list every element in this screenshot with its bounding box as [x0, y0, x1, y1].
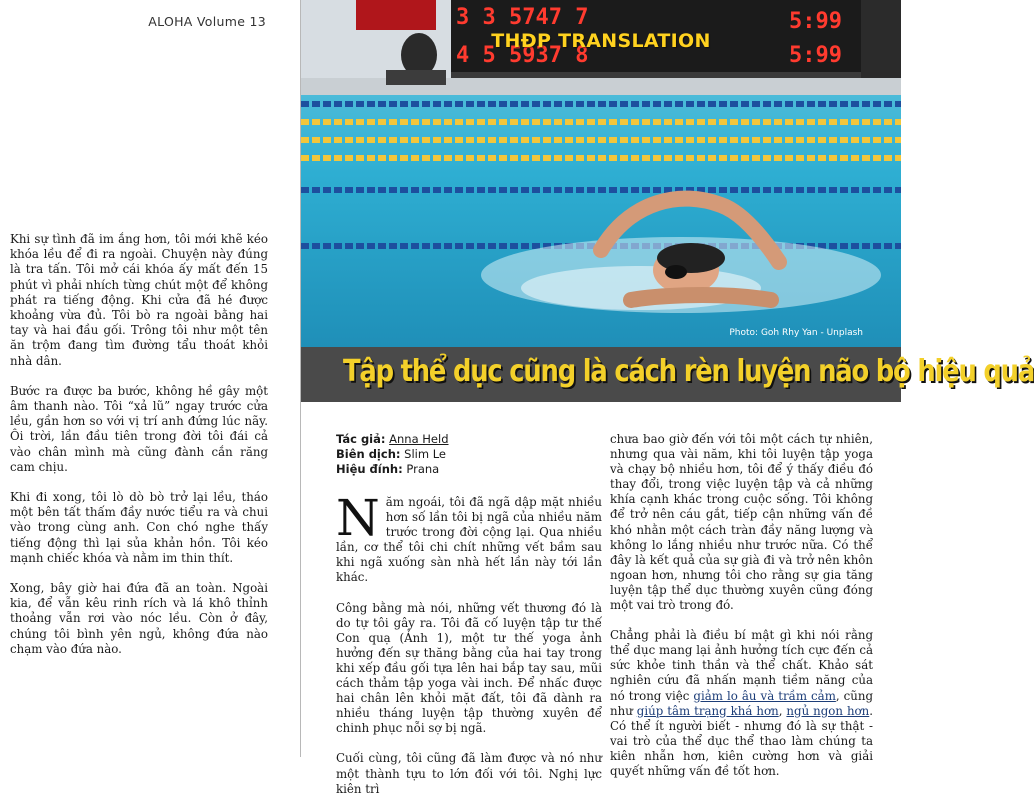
- left-paragraph: Bước ra được ba bước, không hề gây một âm thanh nào. Tôi “xả lũ” ngay trước cửa lều, gần hơn so với vị trí anh đứng lúc nãy. Ôi trời, lần đầu tiên trong đời tôi đái cả vào chân mình mà cũng đành cắn răng cam chịu.: [10, 383, 268, 474]
- article-column-2: [610, 432, 873, 794]
- scoreboard-time: 5:99: [789, 43, 842, 68]
- article-paragraph: chưa bao giờ đến với tôi một cách tự nhiên, nhưng qua vài năm, khi tôi luyện tập yoga và chạy bộ nhiều hơn, tôi để ý thấy điều đó thay đổi, trong việc luyện tập và cả những khía cạnh khác trong cuộc sống. Tôi không để trở nên cáu gắt, tiếp cận những vấn đề khó nhằn một cách tràn đầy năng lượng và không lo lắng nhiều như trước nữa. Có thể đây là kết quả của sự già đi và trở nên khôn ngoan hơn, nhưng tôi cho rằng sự gia tăng luyện tập thể dục thường xuyên cũng đóng một vai trò trong đó.: [610, 432, 873, 613]
- anxiety-link[interactable]: giảm lo âu và trầm cảm: [693, 688, 836, 703]
- left-paragraph: Xong, bây giờ hai đứa đã an toàn. Ngoài kia, để vẫn kêu rinh rích và lá khô thỉnh thoảng vẫn rơi vào nóc lều. Còn ở đây, chúng tôi bình yên ngủ, không đứa nào chạm vào đứa nào.: [10, 581, 268, 656]
- author-label: Tác giả:: [336, 432, 386, 446]
- left-story-text: [10, 232, 268, 672]
- running-head: ALOHA Volume 13: [148, 14, 266, 29]
- paragraph-text: Chẳng phải là điều bí mật gì khi nói rằng thể dục mang lại ảnh hưởng tích cực đến cả sức khỏe tinh thần và thể chất. Khảo sát nghiên cứu đã nhấn mạnh tiềm năng của nó trong việc: [610, 628, 873, 703]
- swimmer-illustration: [301, 0, 901, 347]
- photo-credit: Photo: Goh Rhy Yan - Unplash: [729, 328, 863, 338]
- sleep-link[interactable]: ngủ ngon hơn: [786, 703, 870, 718]
- left-paragraph: Khi sự tình đã im ắng hơn, tôi mới khẽ kéo khóa lều để đi ra ngoài. Chuyện này đúng là tra tấn. Tôi mở cái khóa ấy mất đến 15 phút vì phải nhích từng chút một để không phát ra tiếng động. Khi cửa đã hé được khoảng vừa đủ. Tôi bò ra ngoài bằng hai tay và hai đầu gối. Trông tôi như một tên ăn trộm đang tìm đường tẩu thoát khỏi nhà dân.: [10, 232, 268, 368]
- editor-label: Hiệu đính:: [336, 462, 403, 476]
- translator-name: Slim Le: [404, 447, 446, 461]
- paragraph-text: . Có thể ít người biết - nhưng đó là sự thật - vai trò của thể dục thể thao làm chúng ta kiên nhẫn hơn, kiên cường hơn và giải quyết những vấn đề tốt hơn.: [610, 703, 873, 778]
- scoreboard-row: 4 5 5937 8: [456, 43, 589, 68]
- title-band: [301, 347, 1034, 402]
- article-paragraph: Cuối cùng, tôi cũng đã làm được và nó như một thành tựu to lớn đối với tôi. Nghị lực kiên trì: [336, 751, 602, 796]
- left-paragraph: Khi đi xong, tôi lò dò bò trở lại lều, tháo một bên tất thấm đầy nước tiểu ra và chui vào trong cùng anh. Con chó nghe thấy tiếng động thì lại sủa khản hồn. Tôi kéo mạnh chiếc khóa và nằm im thin thít.: [10, 490, 268, 565]
- editor-name: Prana: [406, 462, 440, 476]
- left-page: [0, 0, 300, 757]
- paragraph-text: ăm ngoái, tôi đã ngã dập mặt nhiều hơn số lần tôi bị ngã của nhiều năm trước trong đời cộng lại. Qua nhiều lần, cơ thể tôi chi chít những vết bầm sau khi ngã xuống sàn nhà hết lần này tới lần khác.: [336, 495, 602, 585]
- article-paragraph: [610, 628, 873, 779]
- scoreboard-row: 3 3 5747 7: [456, 5, 589, 30]
- hero-photo: [301, 0, 901, 347]
- author-link[interactable]: Anna Held: [389, 432, 449, 446]
- article-column-1: [336, 432, 602, 812]
- article-paragraph: Công bằng mà nói, những vết thương đó là do tự tôi gây ra. Tôi đã cố luyện tập tư thế Con quạ (Ảnh 1), một tư thế yoga ảnh hưởng đến sự thăng bằng của hai tay trong khi xếp đầu gối tựa lên hai bắp tay sau, mũi cách thảm tập yoga vài inch. Để nhấc được hai chân lên khỏi mặt đất, tôi đã dành ra nhiều tháng luyện tập thường xuyên để chinh phục nỗi sợ bị ngã.: [336, 600, 602, 736]
- drop-cap: N: [336, 489, 380, 547]
- translator-label: Biên dịch:: [336, 447, 401, 461]
- paragraph-text: , cũng như: [610, 688, 874, 718]
- article-paragraph: [336, 489, 602, 586]
- scoreboard-time: 5:99: [789, 9, 842, 34]
- paragraph-text: ,: [778, 703, 787, 718]
- right-page: [301, 0, 1034, 796]
- article-title: Tập thể dục cũng là cách rèn luyện não bộ hiệu quả: [343, 354, 1034, 389]
- brand-tag: THĐP TRANSLATION: [491, 30, 711, 52]
- mood-link[interactable]: giúp tâm trạng khá hơn: [636, 703, 779, 718]
- article-credits: [336, 432, 602, 477]
